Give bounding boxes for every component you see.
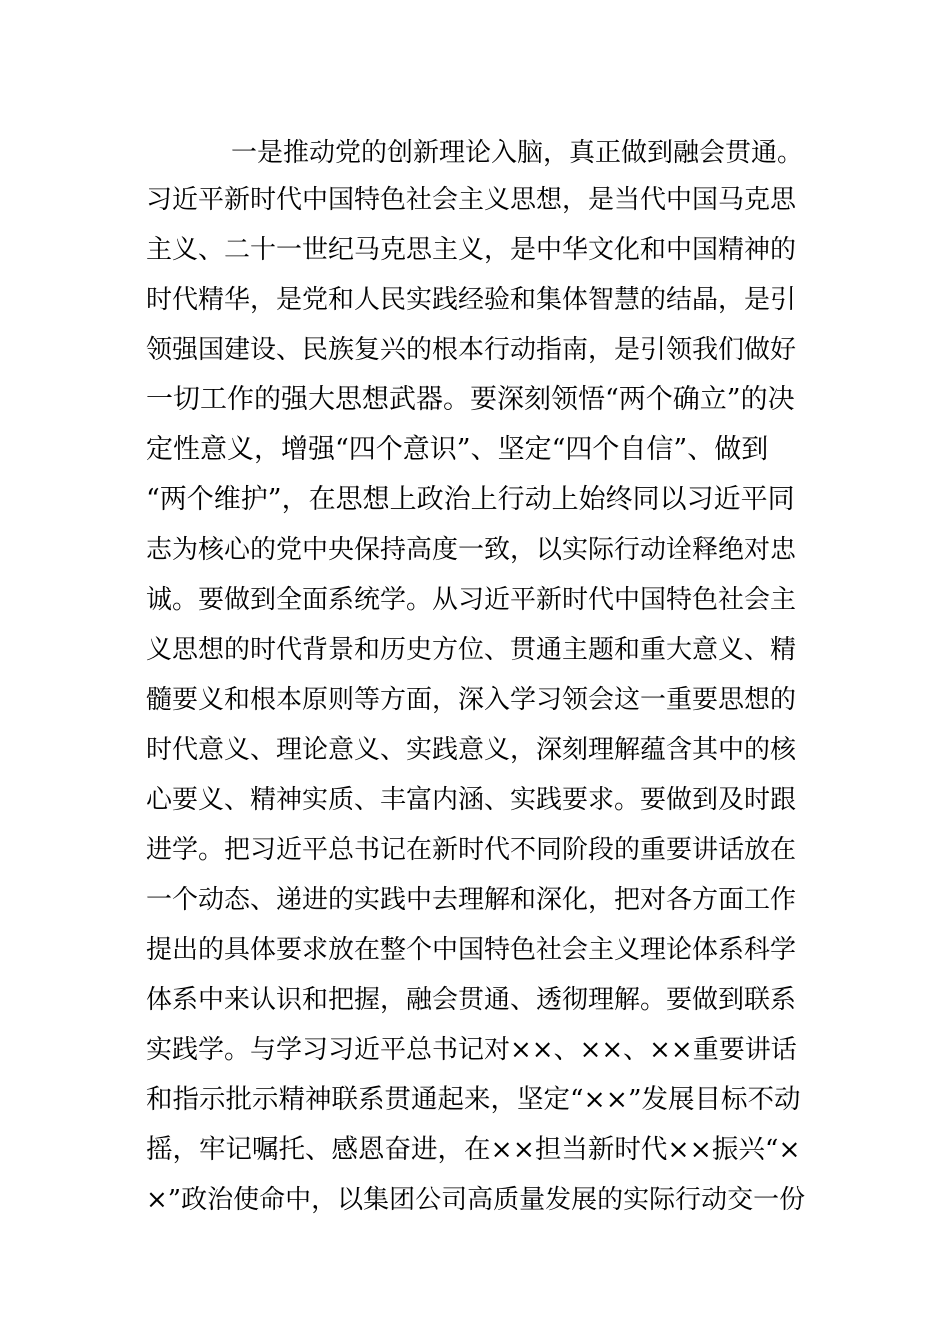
paragraph-line-21: 摇，牢记嘱托、感恩奋进，在××担当新时代××振兴“× (146, 1134, 801, 1165)
paragraph-line-9: 志为核心的党中央保持高度一致，以实际行动诠释绝对忠 (146, 535, 797, 565)
paragraph-line-5: 领强国建设、民族复兴的根本行动指南，是引领我们做好 (146, 335, 797, 365)
paragraph-line-7: 定性意义，增强“四个意识”、坚定“四个自信”、做到 (146, 434, 769, 465)
paragraph-line-19: 实践学。与学习习近平总书记对××、××、××重要讲话 (146, 1035, 797, 1065)
paragraph-line-10: 诚。要做到全面系统学。从习近平新时代中国特色社会主 (146, 585, 797, 615)
paragraph-line-4: 时代精华，是党和人民实践经验和集体智慧的结晶，是引 (146, 285, 797, 315)
paragraph-line-17: 提出的具体要求放在整个中国特色社会主义理论体系科学 (146, 935, 797, 965)
paragraph-line-22: ×”政治使命中，以集团公司高质量发展的实际行动交一份 (146, 1185, 806, 1215)
paragraph-line-8: “两个维护”，在思想上政治上行动上始终同以习近平同 (146, 484, 795, 515)
paragraph-line-2: 习近平新时代中国特色社会主义思想，是当代中国马克思 (146, 185, 797, 215)
paragraph-line-16: 一个动态、递进的实践中去理解和深化，把对各方面工作 (146, 885, 797, 915)
paragraph-line-6: 一切工作的强大思想武器。要深刻领悟“两个确立”的决 (146, 384, 795, 415)
paragraph-line-14: 心要义、精神实质、丰富内涵、实践要求。要做到及时跟 (146, 785, 797, 815)
paragraph-line-15: 进学。把习近平总书记在新时代不同阶段的重要讲话放在 (146, 835, 797, 865)
paragraph-line-18: 体系中来认识和把握，融会贯通、透彻理解。要做到联系 (146, 985, 797, 1015)
paragraph-line-1: 一是推动党的创新理论入脑，真正做到融会贯通。 (231, 138, 804, 168)
paragraph-line-20: 和指示批示精神联系贯通起来，坚定“××”发展目标不动 (146, 1084, 801, 1115)
paragraph-line-12: 髓要义和根本原则等方面，深入学习领会这一重要思想的 (146, 685, 797, 715)
paragraph-line-3: 主义、二十一世纪马克思主义，是中华文化和中国精神的 (146, 235, 797, 265)
paragraph-line-13: 时代意义、理论意义、实践意义，深刻理解蕴含其中的核 (146, 735, 797, 765)
paragraph-line-11: 义思想的时代背景和历史方位、贯通主题和重大意义、精 (146, 635, 797, 665)
